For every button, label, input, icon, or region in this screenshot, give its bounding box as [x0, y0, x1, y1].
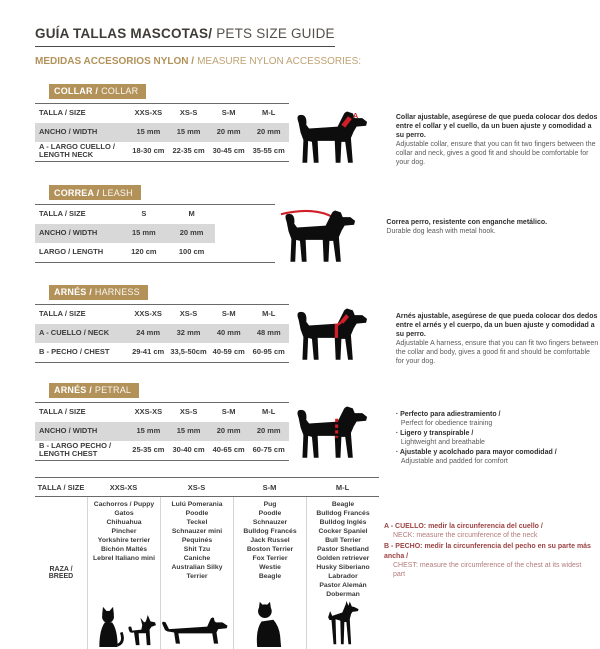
- collar-section: [35, 81, 600, 169]
- cell: 25-35 cm: [132, 444, 165, 454]
- collar-description: [396, 113, 600, 168]
- breed-table-body: [35, 497, 379, 649]
- breed-size-col: S-M: [262, 482, 277, 492]
- note-es: A - CUELLO: medir la circunferencia del cuello /: [384, 523, 543, 530]
- collar-badge-es: COLLAR /: [54, 86, 99, 96]
- note-en: CHEST: measure the circumference of the chest at its widest part: [393, 561, 582, 579]
- harness-section: [35, 282, 600, 366]
- harness-size-col: XXS-XS: [134, 308, 162, 318]
- cell: 30-45 cm: [212, 145, 245, 155]
- leash-badge: [49, 185, 141, 200]
- cell: 20 mm: [179, 228, 204, 238]
- harness-dog-figure: [289, 306, 390, 366]
- harness-badge-es: ARNÉS /: [54, 287, 92, 297]
- leash-badge-en: LEASH: [102, 187, 133, 198]
- breed-size-col: XS-S: [187, 482, 206, 492]
- breed-size-table: [35, 477, 379, 649]
- feature-en: Lightweight and breathable: [400, 438, 485, 446]
- cell: 40-59 cm: [212, 346, 245, 356]
- cell: 20 mm: [256, 425, 281, 435]
- page-title-en: PETS SIZE GUIDE: [216, 26, 335, 41]
- cell: 20 mm: [216, 425, 241, 435]
- feature-en: Adjustable and padded for comfort: [400, 458, 508, 466]
- harness-row-label: B - PECHO / CHEST: [39, 346, 110, 356]
- collar-badge-en: COLLAR: [101, 86, 139, 96]
- cell: 29-41 cm: [132, 346, 165, 356]
- petral-size-label: TALLA / SIZE: [39, 406, 86, 416]
- cell: 40 mm: [216, 327, 241, 337]
- cell: 20 mm: [216, 126, 241, 136]
- petral-size-col: M-L: [262, 406, 276, 416]
- collar-size-col: S-M: [221, 107, 236, 117]
- leash-size-col: M: [188, 209, 195, 219]
- cell: 100 cm: [178, 247, 205, 257]
- petral-dog-figure: [289, 404, 390, 464]
- collar-desc-es: Collar ajustable, asegúrese de que pueda colocar dos dedos entre el collar y el cuello, da un buen ajuste y comodidad a su perro.: [395, 113, 598, 139]
- leash-row-label: ANCHO / WIDTH: [39, 228, 98, 238]
- harness-size-label: TALLA / SIZE: [39, 308, 86, 318]
- breed-list: Cachorros / Puppy Gatos Chihuahua Pincher Yorkshire terrier Bichón Maltés Lebrel Italiano mini: [93, 501, 155, 562]
- cell: 60-75 cm: [252, 444, 285, 454]
- leash-size-col: S: [141, 209, 147, 219]
- harness-size-col: M-L: [262, 308, 276, 318]
- feature-es: · Perfecto para adiestramiento /: [395, 410, 501, 418]
- breed-col-xxs-xs: [87, 497, 160, 649]
- cell: 48 mm: [256, 327, 281, 337]
- leash-size-label: TALLA / SIZE: [39, 209, 86, 219]
- collar-desc-en: Adjustable collar, ensure that you can fit two fingers between the collar and neck, gives a good fit and should be comfortable for your dog.: [395, 140, 596, 166]
- breed-list: Pug Poodle Schnauzer Bulldog Francés Jack Russel Boston Terrier Fox Terrier Westie Beagle: [243, 501, 297, 580]
- harness-size-col: XS-S: [179, 308, 198, 318]
- petral-row-label: ANCHO / WIDTH: [39, 425, 98, 435]
- doberman-icon: [319, 601, 367, 647]
- petral-row-label: B - LARGO PECHO / LENGTH CHEST: [39, 440, 112, 459]
- feature-es: · Ligero y transpirable /: [395, 429, 474, 437]
- cell: 33,5-50cm: [170, 346, 207, 356]
- breed-list: Lulú Pomerania Poodle Teckel Schnauzer mini Pequinés Shit Tzu Caniche Australian Silky Terrier: [171, 501, 223, 580]
- dog-with-collar-icon: [292, 109, 387, 169]
- leash-desc-en: Durable dog leash with metal hook.: [386, 228, 496, 236]
- page-subtitle-es: MEDIDAS ACCESORIOS NYLON /: [35, 56, 195, 67]
- collar-row-label: A - LARGO CUELLO / LENGTH NECK: [39, 141, 115, 160]
- page-title: [35, 26, 335, 47]
- dog-with-harness-icon: [292, 306, 387, 366]
- collar-size-col: M-L: [262, 107, 276, 117]
- collar-row-label: ANCHO / WIDTH: [39, 126, 98, 136]
- petral-size-col: XXS-XS: [134, 406, 163, 416]
- breed-row-label: RAZA / BREED: [48, 566, 74, 581]
- dog-with-petral-icon: [292, 404, 387, 464]
- harness-desc-en: Adjustable A harness, ensure that you can fit two fingers between the collar and body, gives a good fit and should be comfortable for your dog.: [395, 339, 599, 365]
- cell: 120 cm: [131, 247, 157, 257]
- breed-row-label-cell: [35, 497, 87, 649]
- collar-size-label: TALLA / SIZE: [39, 107, 86, 117]
- petral-features: [396, 410, 600, 468]
- cell: 20 mm: [256, 126, 281, 136]
- petral-badge-en: PETRAL: [94, 385, 132, 396]
- breed-size-label: TALLA / SIZE: [37, 482, 85, 492]
- sitting-bulldog-icon: [251, 601, 289, 647]
- note-en: NECK: measure the circumference of the neck: [393, 532, 538, 540]
- leash-description: [386, 218, 600, 236]
- harness-description: [396, 312, 600, 367]
- dog-silhouette: [297, 406, 367, 457]
- harness-size-col: S-M: [221, 308, 236, 318]
- leash-badge-es: CORREA /: [54, 187, 100, 198]
- cell: 30-40 cm: [172, 444, 205, 454]
- harness-badge: [49, 285, 148, 300]
- dog-with-leash-icon: [280, 208, 375, 268]
- page-subtitle-en: MEASURE NYLON ACCESSORIES:: [197, 56, 362, 67]
- cell: 60-95 cm: [252, 346, 285, 356]
- collar-badge: [49, 84, 146, 99]
- breed-col-s-m: [233, 497, 306, 649]
- petral-badge-es: ARNÉS /: [54, 385, 92, 396]
- leash-desc-es: Correa perro, resistente con enganche metálico.: [386, 219, 548, 226]
- petral-section: [35, 380, 600, 467]
- dog-silhouette: [285, 210, 355, 261]
- harness-table: [35, 304, 289, 363]
- cell: 32 mm: [176, 327, 201, 337]
- feature-es: · Ajustable y acolchado para mayor comodidad /: [395, 448, 557, 456]
- cell: 18-30 cm: [132, 145, 165, 155]
- page-subtitle: [35, 56, 600, 67]
- cell: 15 mm: [136, 425, 161, 435]
- cat-and-chihuahua-icon: [91, 605, 157, 647]
- breed-size-col: XXS-XS: [109, 482, 138, 492]
- dog-silhouette: [297, 308, 367, 359]
- petral-table: [35, 402, 289, 461]
- collar-table: [35, 103, 289, 162]
- cell: 15 mm: [176, 126, 201, 136]
- petral-badge: [49, 383, 139, 398]
- cell: 15 mm: [131, 228, 156, 238]
- cell: 35-55 cm: [252, 145, 285, 155]
- page-title-es: GUÍA TALLAS MASCOTAS/: [35, 26, 213, 41]
- cell: 15 mm: [136, 126, 161, 136]
- feature-en: Perfect for obedience training: [400, 419, 493, 427]
- harness-chest-strap: [335, 323, 338, 337]
- harness-row-label: A - CUELLO / NECK: [39, 327, 110, 337]
- collar-size-col: XXS-XS: [134, 107, 163, 117]
- measuring-notes: [384, 522, 592, 581]
- dachshund-icon: [158, 613, 236, 647]
- leash-row-label: LARGO / LENGTH: [39, 247, 104, 257]
- cell: 24 mm: [136, 327, 161, 337]
- petral-size-col: XS-S: [179, 406, 198, 416]
- harness-badge-en: HARNESS: [94, 287, 140, 297]
- collar-marker-a: A: [352, 110, 359, 120]
- harness-desc-es: Arnés ajustable, asegúrese de que pueda colocar dos dedos entre el arnés y el cuerpo, da un buen ajuste y comodidad a su perro.: [395, 312, 598, 338]
- breed-col-xs-s: [160, 497, 233, 649]
- cell: 40-65 cm: [212, 444, 245, 454]
- collar-dog-figure: [289, 109, 390, 169]
- cell: 22-35 cm: [172, 145, 205, 155]
- breed-list: Beagle Bulldog Francés Bulldog Inglés Cocker Spaniel Bull Terrier Pastor Shetland Golden retriever Husky Siberiano Labrador Pastor Alemán Doberman: [316, 501, 370, 598]
- breed-table-header: [35, 477, 379, 497]
- breed-col-m-l: [306, 497, 379, 649]
- cell: 15 mm: [176, 425, 201, 435]
- note-es: B - PECHO: medir la circunferencia del pecho en su parte más ancha /: [384, 543, 591, 560]
- leash-section: [35, 183, 600, 269]
- collar-size-col: XS-S: [179, 107, 198, 117]
- breed-size-col: M-L: [335, 482, 350, 492]
- leash-dog-figure: [275, 208, 381, 268]
- petral-size-col: S-M: [221, 406, 236, 416]
- leash-table: [35, 204, 275, 263]
